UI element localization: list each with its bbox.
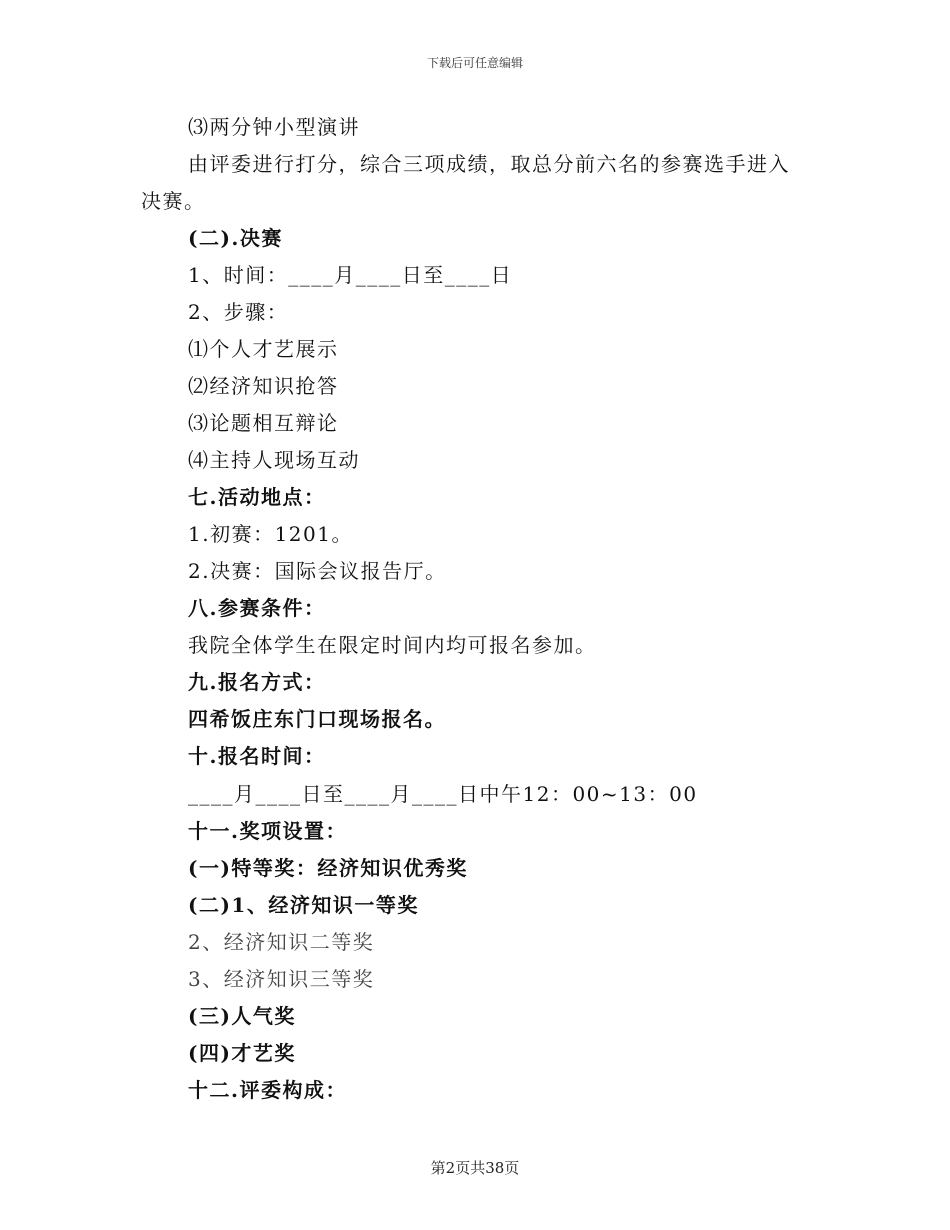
- text-line: 我院全体学生在限定时间内均可报名参加。: [188, 633, 597, 657]
- section-heading: 十一.奖项设置：: [188, 819, 347, 843]
- list-item: ⑷主持人现场互动: [188, 448, 360, 472]
- text-line: ⑶两分钟小型演讲: [188, 115, 360, 139]
- text-line: 由评委进行打分，综合三项成绩，取总分前六名的参赛选手进入: [188, 152, 790, 176]
- text-line: 2、步骤：: [188, 300, 289, 324]
- list-item: ⑶论题相互辩论: [188, 411, 339, 435]
- text-line: ____月____日至____月____日中午12：00~13：00: [188, 782, 698, 806]
- award-item: (三)人气奖: [188, 1004, 296, 1028]
- award-item: 3、经济知识三等奖: [188, 967, 375, 991]
- list-item: ⑵经济知识抢答: [188, 374, 339, 398]
- text-line: 1、时间：____月____日至____日: [188, 263, 513, 287]
- award-item: (一)特等奖：经济知识优秀奖: [188, 856, 468, 880]
- list-item: ⑴个人才艺展示: [188, 337, 339, 361]
- section-heading: 七.活动地点：: [188, 485, 326, 509]
- page-number-footer: 第2页共38页: [430, 1159, 520, 1177]
- section-heading: 八.参赛条件：: [188, 596, 326, 620]
- page-header: 下载后可任意编辑: [426, 56, 523, 70]
- section-heading: (二).决赛: [188, 226, 283, 250]
- text-line: 决赛。: [141, 189, 206, 213]
- section-heading: 十.报名时间：: [188, 744, 326, 768]
- award-item: (四)才艺奖: [188, 1041, 296, 1065]
- section-heading: 九.报名方式：: [188, 670, 326, 694]
- section-heading: 十二.评委构成：: [188, 1078, 347, 1102]
- text-line: 2.决赛：国际会议报告厅。: [188, 559, 447, 583]
- award-item: (二)1、经济知识一等奖: [188, 893, 419, 917]
- text-line: 四希饭庄东门口现场报名。: [188, 707, 446, 731]
- award-item: 2、经济知识二等奖: [188, 930, 375, 954]
- text-line: 1.初赛：1201。: [188, 522, 353, 546]
